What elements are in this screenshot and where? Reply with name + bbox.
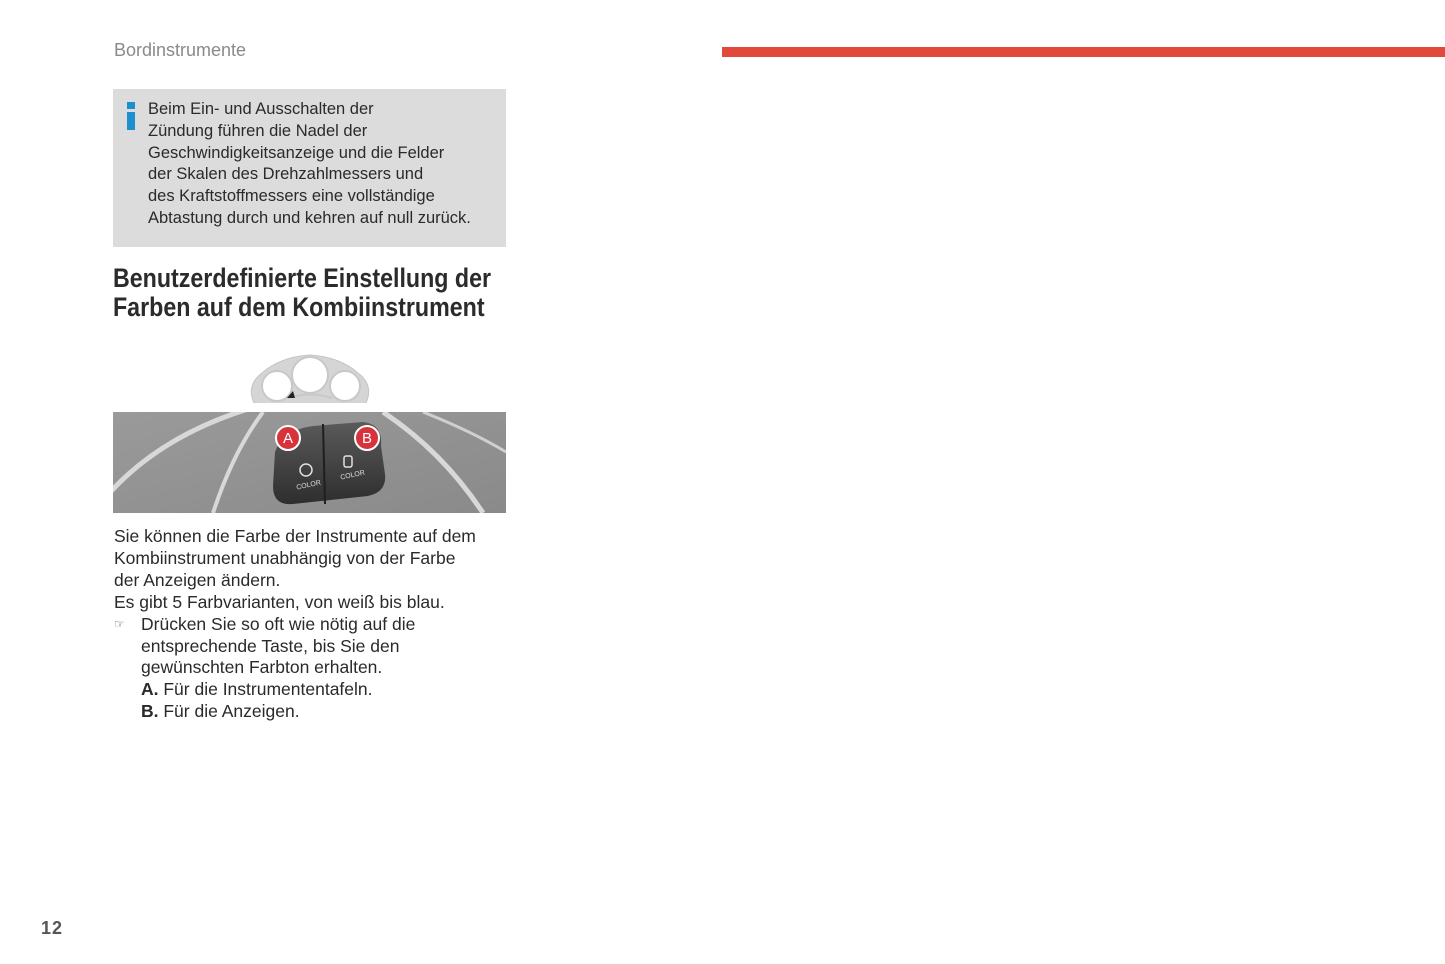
info-line: Zündung führen die Nadel der	[148, 121, 368, 140]
instrument-cluster-diagram	[240, 345, 380, 413]
bullet-line: entsprechende Taste, bis Sie den	[141, 635, 400, 656]
body-line: Sie können die Farbe der Instrumente auf dem	[114, 526, 476, 546]
heading-line-1: Benutzerdefinierte Einstellung der	[113, 263, 492, 293]
color-buttons-photo	[113, 412, 506, 513]
section-heading	[113, 264, 491, 322]
section-title: Bordinstrumente	[114, 40, 247, 60]
info-text	[148, 99, 498, 230]
bullet-line: gewünschten Farbton erhalten.	[141, 657, 383, 678]
body-line: der Anzeigen ändern.	[114, 569, 281, 590]
button-a-text: COLOR	[295, 479, 322, 492]
item-b-key: B.	[141, 701, 159, 722]
header-accent-bar	[722, 47, 1445, 57]
pointing-hand-icon: ☞	[114, 617, 125, 631]
info-line: der Skalen des Drehzahlmessers und	[148, 165, 424, 184]
body-line: Kombiinstrument unabhängig von der Farbe	[114, 547, 456, 568]
button-a-label: A	[282, 430, 294, 447]
info-line: Geschwindigkeitsanzeige und die Felder	[148, 143, 445, 162]
info-line: des Kraftstoffmessers eine vollständige	[148, 187, 435, 206]
body-line: Es gibt 5 Farbvarianten, von weiß bis blau.	[114, 591, 445, 612]
info-line: Abtastung durch und kehren auf null zurück.	[148, 208, 471, 227]
item-a-key: A.	[141, 679, 159, 700]
button-b-text: COLOR	[339, 469, 366, 482]
item-a-text: Für die Instrumententafeln.	[158, 679, 373, 700]
item-b-text: Für die Anzeigen.	[158, 701, 300, 722]
bullet-line: Drücken Sie so oft wie nötig auf die	[141, 613, 416, 634]
item-a	[114, 679, 514, 701]
body-text	[114, 526, 514, 723]
info-line: Beim Ein- und Ausschalten der	[148, 100, 374, 118]
info-box	[113, 89, 506, 247]
info-icon	[125, 102, 137, 132]
button-b-label: B	[361, 430, 373, 447]
page-number: 12	[41, 918, 64, 938]
item-b	[114, 701, 514, 723]
heading-line-2: Farben auf dem Kombiinstrument	[113, 292, 485, 322]
